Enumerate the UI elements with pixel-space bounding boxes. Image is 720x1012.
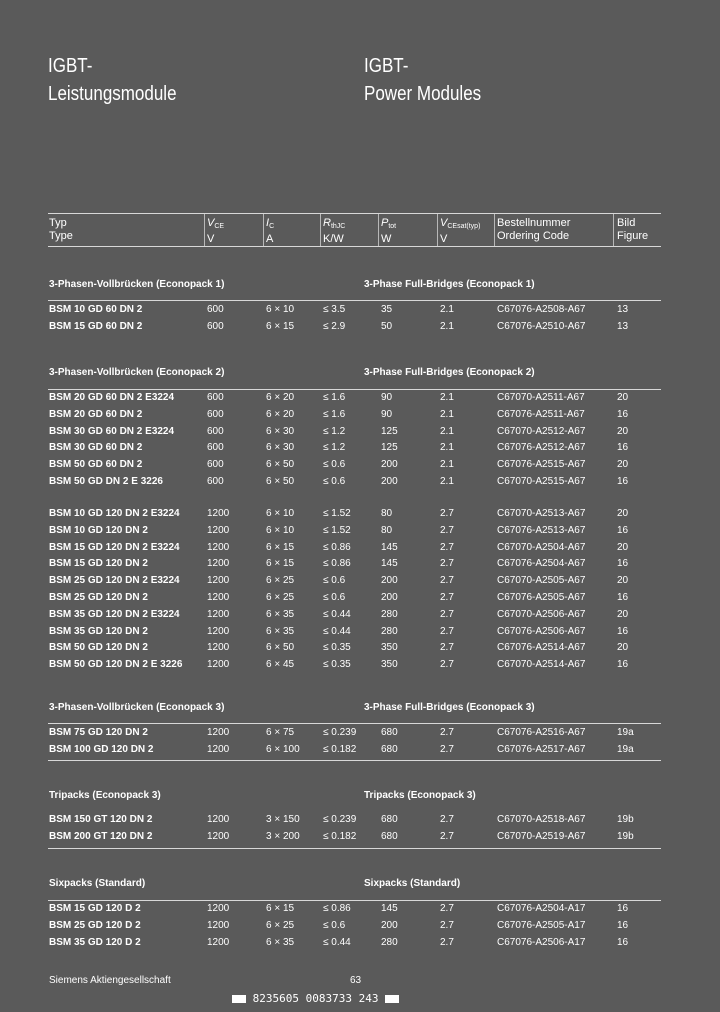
cell-figure: 16: [617, 919, 629, 931]
cell-vce: 1200: [207, 541, 230, 553]
cell-vce: 1200: [207, 608, 230, 620]
cell-figure: 19b: [617, 814, 634, 825]
cell-figure: 20: [617, 642, 629, 654]
section-rule: [48, 900, 661, 901]
cell-type: BSM 20 GD 60 DN 2 E3224: [49, 392, 175, 403]
table-row: [0, 425, 720, 442]
cell-ic: 6 × 10: [266, 508, 295, 519]
cell-ordering-code: C67076-A2506-A67: [497, 625, 586, 637]
cell-type: BSM 35 GD 120 D 2: [49, 936, 141, 948]
cell-type: BSM 150 GT 120 DN 2: [49, 814, 153, 825]
cell-vcesat: 2.7: [440, 936, 454, 948]
cell-rth: ≤ 0.239: [323, 814, 357, 825]
cell-ordering-code: C67076-A2515-A67: [497, 459, 586, 471]
cell-vcesat: 2.7: [440, 903, 454, 914]
cell-type: BSM 75 GD 120 DN 2: [49, 727, 148, 738]
cell-vce: 600: [207, 392, 224, 403]
cell-vcesat: 2.1: [440, 459, 454, 471]
header-vcesat-sub: CEsat(typ): [447, 223, 481, 230]
cell-rth: ≤ 0.86: [323, 541, 351, 553]
cell-ordering-code: C67076-A2510-A67: [497, 320, 586, 332]
cell-type: BSM 35 GD 120 DN 2 E3224: [49, 608, 180, 620]
header-order-en: Ordering Code: [497, 230, 570, 242]
table-row: [0, 902, 720, 919]
cell-figure: 20: [617, 425, 629, 437]
cell-figure: 20: [617, 459, 629, 471]
cell-rth: ≤ 1.6: [323, 392, 346, 403]
cell-vcesat: 2.7: [440, 743, 454, 755]
cell-vcesat: 2.1: [440, 425, 454, 437]
table-row: [0, 608, 720, 625]
cell-figure: 19a: [617, 743, 634, 755]
cell-ptot: 125: [381, 425, 398, 437]
header-vce-sub: CE: [214, 223, 225, 230]
cell-rth: ≤ 0.44: [323, 608, 351, 620]
header-column-divider: [263, 214, 264, 246]
section-rule: [48, 300, 661, 301]
table-row: [0, 726, 720, 743]
cell-vcesat: 2.1: [440, 304, 454, 315]
cell-vce: 1200: [207, 903, 230, 914]
table-row: [0, 743, 720, 760]
cell-ptot: 50: [381, 320, 393, 332]
section-rule: [48, 723, 661, 724]
cell-vce: 1200: [207, 524, 230, 536]
cell-rth: ≤ 0.86: [323, 558, 351, 570]
cell-ic: 6 × 30: [266, 442, 295, 454]
cell-ic: 6 × 35: [266, 608, 295, 620]
cell-vce: 1200: [207, 558, 230, 570]
table-top-rule: [48, 213, 661, 214]
cell-figure: 13: [617, 320, 629, 332]
cell-vce: 600: [207, 475, 224, 487]
cell-ordering-code: C67076-A2512-A67: [497, 442, 586, 454]
cell-figure: 16: [617, 558, 629, 570]
header-fig-en: Figure: [617, 230, 649, 242]
cell-vce: 600: [207, 442, 224, 454]
table-row: [0, 641, 720, 658]
cell-type: BSM 25 GD 120 DN 2 E3224: [49, 575, 180, 587]
cell-rth: ≤ 0.6: [323, 575, 346, 587]
cell-ptot: 680: [381, 743, 398, 755]
cell-ptot: 145: [381, 541, 398, 553]
cell-figure: 20: [617, 508, 629, 519]
title-german-line2: Leistungsmodule: [48, 83, 177, 105]
cell-ic: 6 × 25: [266, 919, 295, 931]
cell-figure: 19a: [617, 727, 634, 738]
cell-vce: 600: [207, 408, 224, 420]
header-ptot-sub: tot: [388, 223, 397, 230]
cell-rth: ≤ 2.9: [323, 320, 346, 332]
table-row: [0, 919, 720, 936]
cell-vce: 1200: [207, 659, 230, 671]
cell-rth: ≤ 0.86: [323, 903, 351, 914]
header-ic-sub: C: [269, 223, 275, 230]
footer-company: Siemens Aktiengesellschaft: [49, 975, 171, 986]
cell-ordering-code: C67070-A2506-A67: [497, 608, 586, 620]
cell-ptot: 200: [381, 919, 398, 931]
cell-ic: 6 × 15: [266, 541, 295, 553]
cell-ordering-code: C67070-A2513-A67: [497, 508, 586, 519]
cell-ptot: 80: [381, 508, 393, 519]
cell-ordering-code: C67076-A2504-A67: [497, 558, 586, 570]
cell-type: BSM 50 GD 120 DN 2: [49, 642, 148, 654]
header-column-divider: [437, 214, 438, 246]
cell-vcesat: 2.7: [440, 659, 454, 671]
cell-rth: ≤ 0.44: [323, 936, 351, 948]
table-row: [0, 813, 720, 830]
table-row: [0, 557, 720, 574]
header-vce-symbol: V: [207, 217, 215, 229]
cell-vce: 1200: [207, 508, 230, 519]
section-title-en: 3-Phase Full-Bridges (Econopack 3): [364, 702, 535, 713]
section-title-de: 3-Phasen-Vollbrücken (Econopack 2): [49, 367, 225, 378]
table-row: [0, 625, 720, 642]
header-ptot-symbol: P: [381, 217, 389, 229]
table-group: [0, 902, 720, 952]
cell-rth: ≤ 3.5: [323, 304, 346, 315]
cell-vce: 600: [207, 425, 224, 437]
cell-figure: 16: [617, 442, 629, 454]
cell-rth: ≤ 1.2: [323, 442, 346, 454]
cell-figure: 19b: [617, 830, 634, 842]
cell-ordering-code: C67076-A2514-A67: [497, 642, 586, 654]
cell-ordering-code: C67076-A2505-A17: [497, 919, 586, 931]
header-type-label: Type: [49, 230, 73, 242]
cell-vcesat: 2.7: [440, 591, 454, 603]
cell-vce: 1200: [207, 575, 230, 587]
cell-figure: 13: [617, 304, 629, 315]
section-bottom-rule: [48, 760, 661, 761]
header-ic-symbol: I: [266, 217, 270, 229]
table-row: [0, 574, 720, 591]
header-rth-unit: K/W: [323, 233, 344, 245]
header-column-divider: [613, 214, 614, 246]
cell-vce: 1200: [207, 727, 230, 738]
cell-type: BSM 20 GD 60 DN 2: [49, 408, 143, 420]
barcode-block-right: [385, 995, 399, 1003]
cell-ptot: 200: [381, 475, 398, 487]
cell-figure: 20: [617, 392, 629, 403]
cell-rth: ≤ 0.35: [323, 659, 351, 671]
header-rth-sub: thJC: [330, 223, 346, 230]
header-ic: [266, 217, 274, 246]
section-title-en: 3-Phase Full-Bridges (Econopack 1): [364, 279, 535, 290]
header-figure: [617, 217, 648, 243]
cell-ordering-code: C67070-A2512-A67: [497, 425, 586, 437]
cell-type: BSM 10 GD 60 DN 2: [49, 304, 143, 315]
cell-rth: ≤ 0.6: [323, 459, 346, 471]
table-row: [0, 408, 720, 425]
cell-ordering-code: C67076-A2505-A67: [497, 591, 586, 603]
cell-ordering-code: C67070-A2514-A67: [497, 659, 586, 671]
table-row: [0, 320, 720, 337]
cell-figure: 16: [617, 936, 629, 948]
header-ic-unit: A: [266, 233, 274, 245]
cell-ptot: 280: [381, 625, 398, 637]
title-english-line1: IGBT-: [364, 55, 409, 77]
cell-vcesat: 2.7: [440, 814, 454, 825]
cell-vcesat: 2.7: [440, 608, 454, 620]
cell-vcesat: 2.7: [440, 727, 454, 738]
cell-ic: 6 × 15: [266, 903, 295, 914]
cell-ptot: 680: [381, 727, 398, 738]
cell-ic: 6 × 50: [266, 475, 295, 487]
cell-type: BSM 15 GD 60 DN 2: [49, 320, 143, 332]
cell-vcesat: 2.7: [440, 642, 454, 654]
header-vce-unit: V: [207, 233, 215, 245]
table-row: [0, 441, 720, 458]
cell-ptot: 200: [381, 575, 398, 587]
cell-ordering-code: C67076-A2504-A17: [497, 903, 586, 914]
cell-ptot: 350: [381, 642, 398, 654]
cell-type: BSM 15 GD 120 D 2: [49, 903, 141, 914]
cell-ptot: 145: [381, 558, 398, 570]
cell-ptot: 200: [381, 591, 398, 603]
table-row: [0, 475, 720, 492]
barcode-text: 8235605 0083733 243: [252, 992, 379, 1005]
cell-ordering-code: C67070-A2518-A67: [497, 814, 586, 825]
section-title-de: 3-Phasen-Vollbrücken (Econopack 1): [49, 279, 225, 290]
cell-figure: 16: [617, 408, 629, 420]
cell-ptot: 200: [381, 459, 398, 471]
cell-rth: ≤ 1.2: [323, 425, 346, 437]
cell-vcesat: 2.7: [440, 524, 454, 536]
cell-ordering-code: C67076-A2511-A67: [497, 408, 585, 420]
header-rth-symbol: R: [323, 217, 331, 229]
table-header-rule: [48, 246, 661, 247]
table-row: [0, 830, 720, 847]
table-group: [0, 391, 720, 492]
section-rule: [48, 389, 661, 390]
title-german: [48, 52, 177, 108]
cell-rth: ≤ 1.52: [323, 524, 351, 536]
cell-vce: 1200: [207, 814, 230, 825]
cell-vce: 1200: [207, 919, 230, 931]
cell-rth: ≤ 0.35: [323, 642, 351, 654]
cell-vce: 600: [207, 459, 224, 471]
cell-vce: 1200: [207, 743, 230, 755]
cell-ptot: 280: [381, 936, 398, 948]
cell-ic: 6 × 15: [266, 558, 295, 570]
section-title-en: Tripacks (Econopack 3): [364, 790, 476, 801]
table-group: [0, 507, 720, 675]
cell-ic: 6 × 10: [266, 524, 295, 536]
header-typ-label: Typ: [49, 217, 67, 229]
cell-vce: 1200: [207, 642, 230, 654]
cell-ptot: 280: [381, 608, 398, 620]
section-title-de: 3-Phasen-Vollbrücken (Econopack 3): [49, 702, 225, 713]
cell-rth: ≤ 1.52: [323, 508, 351, 519]
header-ordering-code: [497, 217, 570, 243]
cell-type: BSM 25 GD 120 D 2: [49, 919, 141, 931]
cell-vcesat: 2.7: [440, 508, 454, 519]
cell-vce: 600: [207, 304, 224, 315]
cell-figure: 20: [617, 541, 629, 553]
table-row: [0, 591, 720, 608]
cell-ptot: 90: [381, 392, 393, 403]
cell-type: BSM 50 GD DN 2 E 3226: [49, 475, 163, 487]
cell-figure: 16: [617, 475, 629, 487]
title-german-line1: IGBT-: [48, 55, 93, 77]
cell-ic: 6 × 35: [266, 625, 295, 637]
cell-vcesat: 2.7: [440, 541, 454, 553]
cell-type: BSM 30 GD 60 DN 2 E3224: [49, 425, 175, 437]
cell-ic: 6 × 100: [266, 743, 300, 755]
cell-figure: 20: [617, 575, 629, 587]
table-group: [0, 813, 720, 847]
cell-type: BSM 100 GD 120 DN 2: [49, 743, 154, 755]
header-ptot-unit: W: [381, 233, 392, 245]
table-group: [0, 726, 720, 760]
cell-ordering-code: C67070-A2511-A67: [497, 392, 585, 403]
table-row: [0, 936, 720, 953]
cell-type: BSM 15 GD 120 DN 2: [49, 558, 148, 570]
cell-ordering-code: C67070-A2504-A67: [497, 541, 586, 553]
table-group: [0, 303, 720, 337]
cell-rth: ≤ 0.6: [323, 475, 346, 487]
cell-type: BSM 10 GD 120 DN 2 E3224: [49, 508, 180, 519]
header-vcesat-symbol: V: [440, 217, 448, 229]
header-column-divider: [494, 214, 495, 246]
cell-ordering-code: C67070-A2505-A67: [497, 575, 586, 587]
cell-ic: 6 × 30: [266, 425, 295, 437]
cell-vce: 1200: [207, 830, 230, 842]
section-title-de: Sixpacks (Standard): [49, 878, 146, 889]
cell-ordering-code: C67076-A2517-A67: [497, 743, 586, 755]
header-column-divider: [320, 214, 321, 246]
cell-figure: 16: [617, 903, 629, 914]
header-vcesat: [440, 217, 480, 246]
cell-rth: ≤ 0.182: [323, 743, 357, 755]
header-type: [49, 217, 73, 243]
cell-figure: 20: [617, 608, 629, 620]
cell-vcesat: 2.7: [440, 558, 454, 570]
cell-vcesat: 2.1: [440, 442, 454, 454]
cell-figure: 16: [617, 659, 629, 671]
table-row: [0, 507, 720, 524]
section-title-en: 3-Phase Full-Bridges (Econopack 2): [364, 367, 535, 378]
footer-page-number: 63: [350, 975, 362, 986]
footer-barcode: [232, 992, 399, 1005]
cell-type: BSM 25 GD 120 DN 2: [49, 591, 148, 603]
cell-figure: 16: [617, 625, 629, 637]
section-bottom-rule: [48, 848, 661, 849]
cell-ptot: 680: [381, 814, 398, 825]
cell-type: BSM 50 GD 120 DN 2 E 3226: [49, 659, 183, 671]
cell-figure: 16: [617, 524, 629, 536]
cell-type: BSM 10 GD 120 DN 2: [49, 524, 148, 536]
cell-vce: 1200: [207, 591, 230, 603]
cell-vce: 600: [207, 320, 224, 332]
cell-vcesat: 2.7: [440, 919, 454, 931]
cell-rth: ≤ 0.182: [323, 830, 357, 842]
cell-ordering-code: C67070-A2519-A67: [497, 830, 586, 842]
cell-ic: 6 × 20: [266, 392, 295, 403]
barcode-block-left: [232, 995, 246, 1003]
cell-ic: 6 × 50: [266, 642, 295, 654]
header-order-de: Bestellnummer: [497, 217, 571, 229]
cell-rth: ≤ 1.6: [323, 408, 346, 420]
cell-ordering-code: C67076-A2508-A67: [497, 304, 586, 315]
cell-ordering-code: C67076-A2513-A67: [497, 524, 586, 536]
cell-vcesat: 2.1: [440, 320, 454, 332]
cell-ptot: 145: [381, 903, 398, 914]
cell-ordering-code: C67076-A2516-A67: [497, 727, 586, 738]
cell-ic: 3 × 150: [266, 814, 300, 825]
header-vce: [207, 217, 224, 246]
cell-ic: 6 × 25: [266, 575, 295, 587]
table-row: [0, 303, 720, 320]
cell-type: BSM 15 GD 120 DN 2 E3224: [49, 541, 180, 553]
cell-vcesat: 2.7: [440, 625, 454, 637]
cell-ic: 6 × 35: [266, 936, 295, 948]
cell-vcesat: 2.1: [440, 475, 454, 487]
cell-ptot: 80: [381, 524, 393, 536]
cell-ordering-code: C67070-A2515-A67: [497, 475, 586, 487]
cell-type: BSM 30 GD 60 DN 2: [49, 442, 143, 454]
cell-rth: ≤ 0.239: [323, 727, 357, 738]
cell-ordering-code: C67076-A2506-A17: [497, 936, 586, 948]
section-title-de: Tripacks (Econopack 3): [49, 790, 161, 801]
cell-type: BSM 35 GD 120 DN 2: [49, 625, 148, 637]
cell-rth: ≤ 0.6: [323, 919, 346, 931]
cell-vce: 1200: [207, 625, 230, 637]
cell-ic: 3 × 200: [266, 830, 300, 842]
cell-ptot: 125: [381, 442, 398, 454]
cell-ic: 6 × 15: [266, 320, 295, 332]
header-fig-de: Bild: [617, 217, 636, 229]
header-column-divider: [378, 214, 379, 246]
cell-vcesat: 2.1: [440, 408, 454, 420]
cell-vcesat: 2.1: [440, 392, 454, 403]
header-column-divider: [204, 214, 205, 246]
cell-ic: 6 × 75: [266, 727, 295, 738]
cell-vce: 1200: [207, 936, 230, 948]
cell-ic: 6 × 50: [266, 459, 295, 471]
cell-rth: ≤ 0.44: [323, 625, 351, 637]
cell-ptot: 90: [381, 408, 393, 420]
title-english-line2: Power Modules: [364, 83, 482, 105]
cell-ptot: 350: [381, 659, 398, 671]
cell-ptot: 35: [381, 304, 393, 315]
cell-vcesat: 2.7: [440, 830, 454, 842]
cell-rth: ≤ 0.6: [323, 591, 346, 603]
cell-ic: 6 × 45: [266, 659, 295, 671]
cell-vcesat: 2.7: [440, 575, 454, 587]
cell-type: BSM 50 GD 60 DN 2: [49, 459, 143, 471]
title-english: [364, 52, 481, 108]
cell-type: BSM 200 GT 120 DN 2: [49, 830, 153, 842]
cell-ic: 6 × 25: [266, 591, 295, 603]
header-ptot: [381, 217, 396, 246]
table-row: [0, 541, 720, 558]
table-row: [0, 391, 720, 408]
table-row: [0, 658, 720, 675]
cell-ptot: 680: [381, 830, 398, 842]
header-rth: [323, 217, 345, 246]
table-row: [0, 524, 720, 541]
cell-figure: 16: [617, 591, 629, 603]
section-title-en: Sixpacks (Standard): [364, 878, 461, 889]
table-row: [0, 458, 720, 475]
cell-ic: 6 × 10: [266, 304, 295, 315]
cell-ic: 6 × 20: [266, 408, 295, 420]
header-vcesat-unit: V: [440, 233, 448, 245]
